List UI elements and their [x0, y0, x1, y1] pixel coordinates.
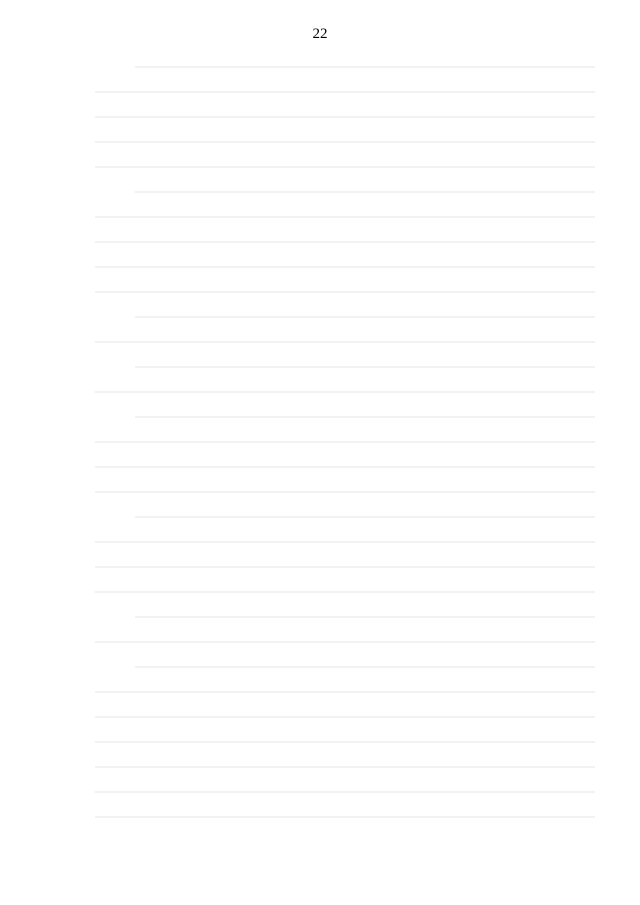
text-line: [135, 366, 595, 368]
text-line: [95, 566, 595, 568]
text-line: [95, 791, 595, 793]
page-number: 22: [312, 26, 328, 42]
text-line: [95, 216, 595, 218]
text-line: [95, 91, 595, 93]
body-text-placeholder: [95, 66, 595, 841]
text-line: [95, 391, 595, 393]
text-line: [95, 491, 595, 493]
text-line: [135, 516, 595, 518]
text-line: [95, 816, 595, 818]
text-line: [95, 166, 595, 168]
text-line: [135, 316, 595, 318]
text-line: [95, 116, 595, 118]
text-line: [135, 191, 595, 193]
text-line: [95, 291, 595, 293]
text-line: [95, 466, 595, 468]
text-line: [95, 441, 595, 443]
text-line: [95, 341, 595, 343]
text-line: [95, 741, 595, 743]
text-line: [95, 541, 595, 543]
text-line: [135, 66, 595, 68]
text-line: [95, 591, 595, 593]
text-line: [135, 666, 595, 668]
text-line: [95, 241, 595, 243]
text-line: [95, 141, 595, 143]
text-line: [135, 616, 595, 618]
text-line: [95, 641, 595, 643]
text-line: [95, 691, 595, 693]
text-line: [95, 716, 595, 718]
text-line: [135, 416, 595, 418]
text-line: [95, 266, 595, 268]
text-line: [95, 766, 595, 768]
